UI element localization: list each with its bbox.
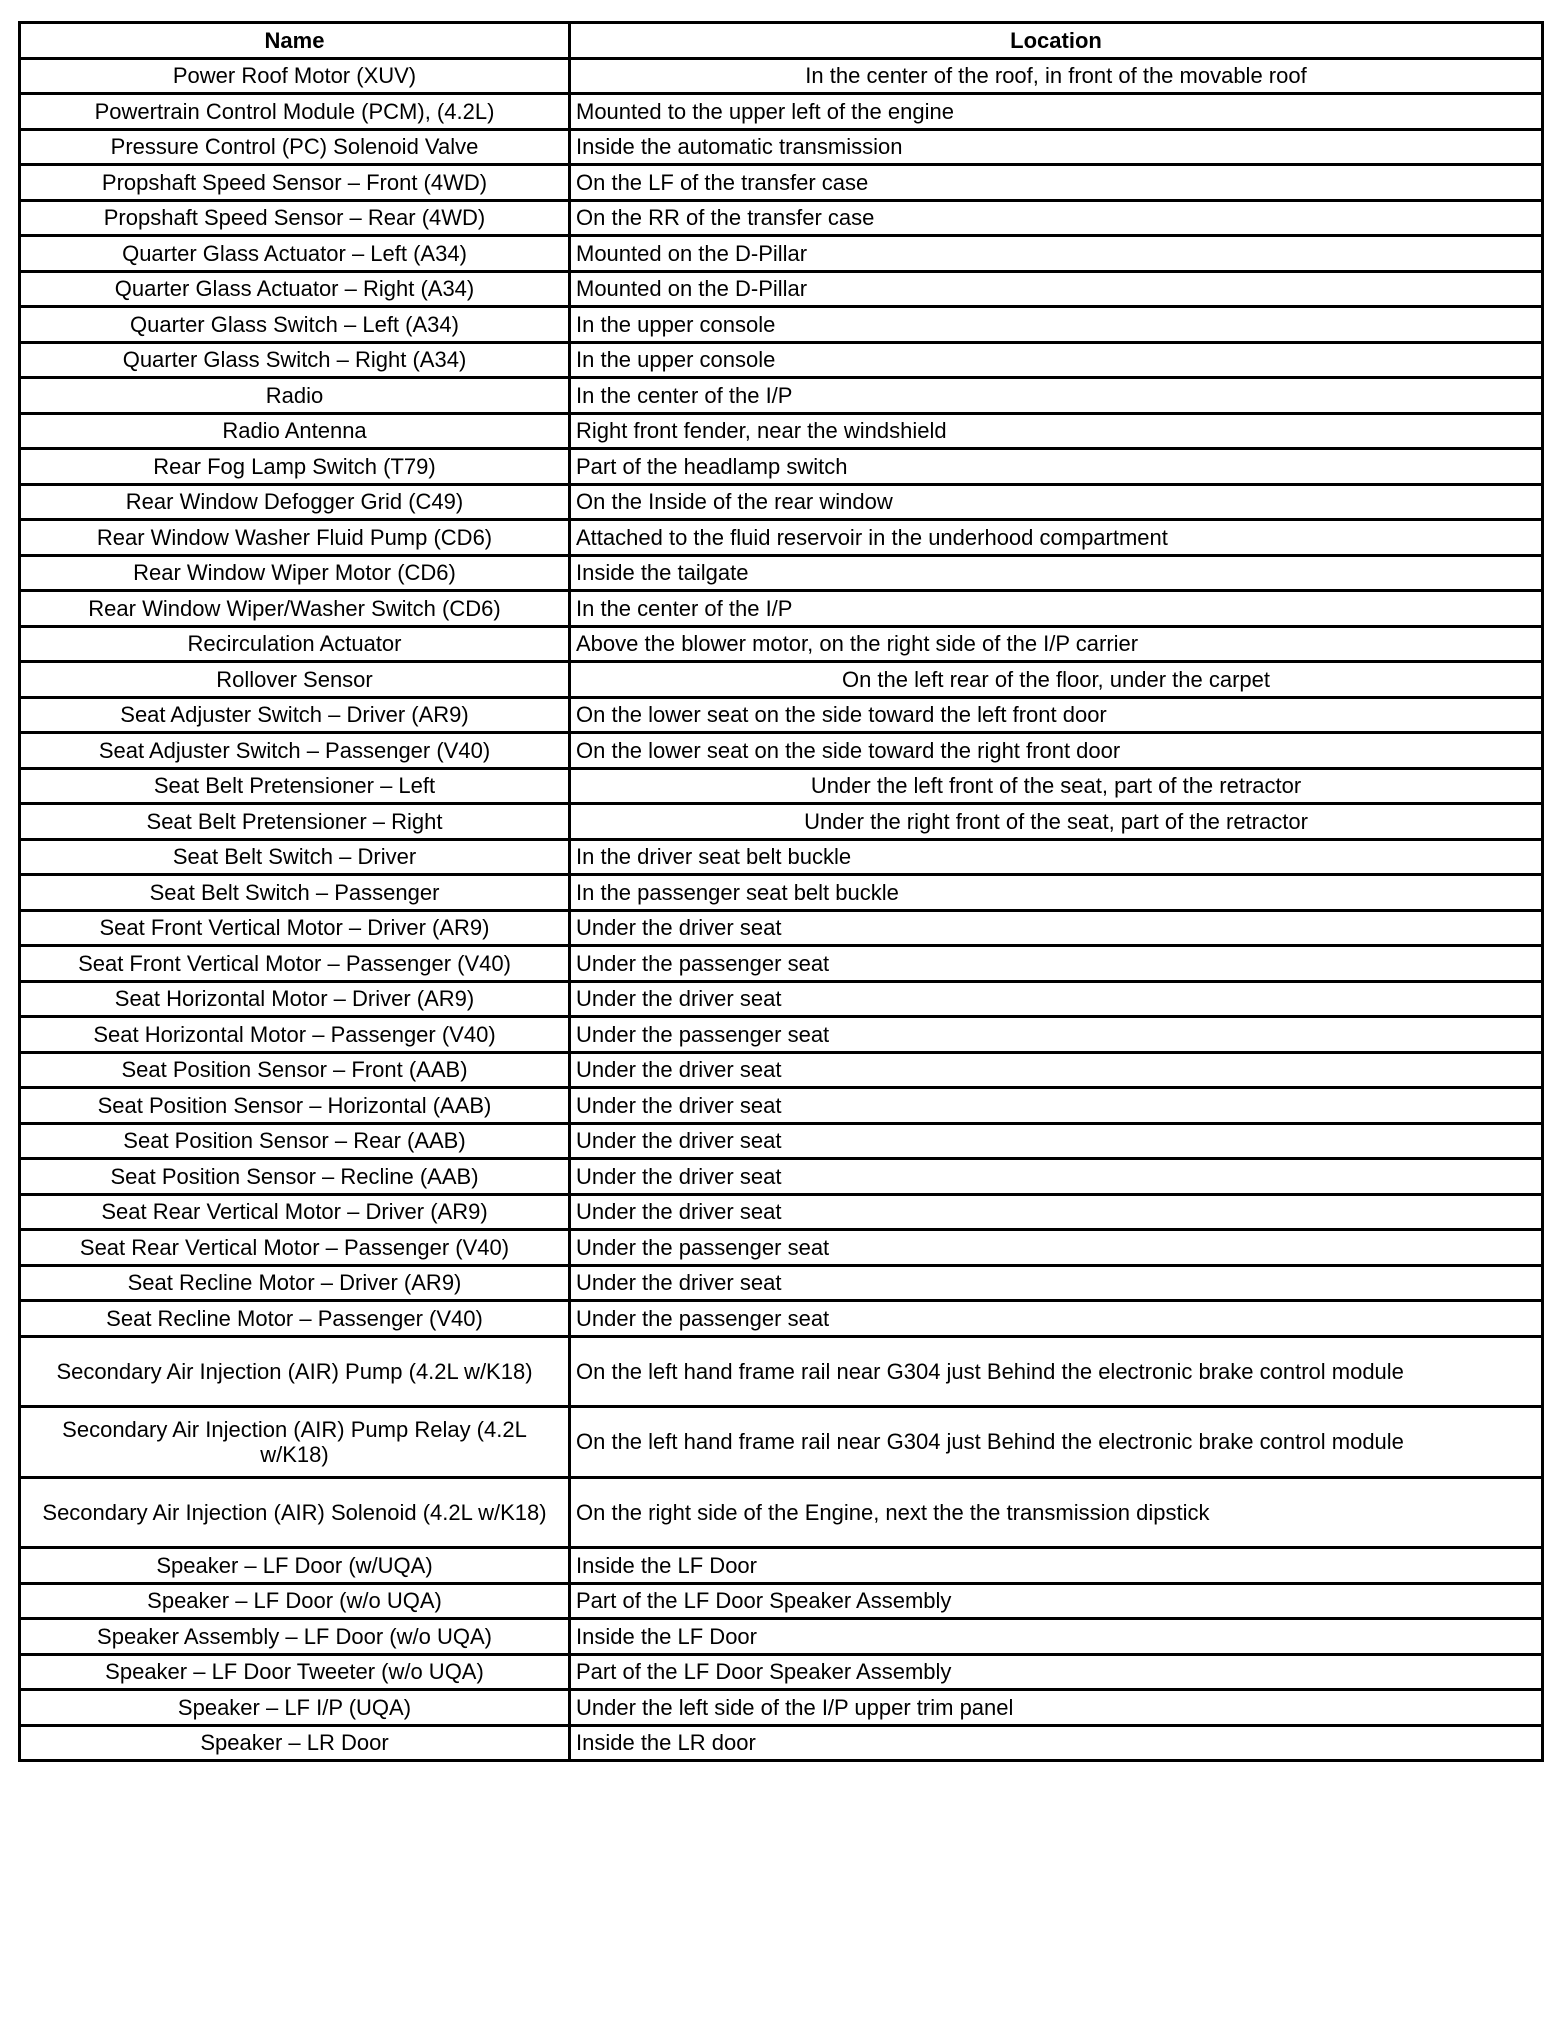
component-location-cell: On the LF of the transfer case <box>570 165 1543 201</box>
component-name-cell: Seat Front Vertical Motor – Passenger (V40) <box>20 946 570 982</box>
component-name-cell: Seat Horizontal Motor – Passenger (V40) <box>20 1017 570 1053</box>
table-row <box>20 1654 1543 1690</box>
component-location-cell: On the Inside of the rear window <box>570 484 1543 520</box>
component-location-cell: Part of the LF Door Speaker Assembly <box>570 1654 1543 1690</box>
table-row <box>20 1230 1543 1266</box>
component-name-cell: Seat Position Sensor – Recline (AAB) <box>20 1159 570 1195</box>
component-location-cell: On the right side of the Engine, next the the transmission dipstick <box>570 1477 1543 1548</box>
table-row <box>20 839 1543 875</box>
component-name-cell: Rear Window Defogger Grid (C49) <box>20 484 570 520</box>
component-name-cell: Seat Rear Vertical Motor – Passenger (V40) <box>20 1230 570 1266</box>
table-row <box>20 1407 1543 1478</box>
component-name-cell: Seat Position Sensor – Front (AAB) <box>20 1052 570 1088</box>
component-name-cell: Secondary Air Injection (AIR) Pump (4.2L w/K18) <box>20 1336 570 1407</box>
component-location-cell: Under the driver seat <box>570 910 1543 946</box>
table-row <box>20 342 1543 378</box>
component-location-cell: Under the left side of the I/P upper trim panel <box>570 1690 1543 1726</box>
component-name-cell: Seat Position Sensor – Rear (AAB) <box>20 1123 570 1159</box>
table-row <box>20 555 1543 591</box>
component-name-cell: Seat Recline Motor – Passenger (V40) <box>20 1301 570 1337</box>
component-location-cell: On the lower seat on the side toward the right front door <box>570 733 1543 769</box>
table-row <box>20 768 1543 804</box>
table-row <box>20 1548 1543 1584</box>
table-row <box>20 1052 1543 1088</box>
table-body <box>20 58 1543 1761</box>
table-row <box>20 697 1543 733</box>
header-row <box>20 23 1543 59</box>
table-row <box>20 94 1543 130</box>
table-row <box>20 58 1543 94</box>
component-location-cell: Mounted to the upper left of the engine <box>570 94 1543 130</box>
table-row <box>20 1690 1543 1726</box>
component-location-cell: Inside the automatic transmission <box>570 129 1543 165</box>
component-location-cell: Under the driver seat <box>570 981 1543 1017</box>
component-location-cell: Under the driver seat <box>570 1265 1543 1301</box>
component-name-cell: Speaker Assembly – LF Door (w/o UQA) <box>20 1619 570 1655</box>
component-name-cell: Speaker – LF Door Tweeter (w/o UQA) <box>20 1654 570 1690</box>
component-name-cell: Seat Rear Vertical Motor – Driver (AR9) <box>20 1194 570 1230</box>
table-row <box>20 591 1543 627</box>
component-name-cell: Quarter Glass Switch – Right (A34) <box>20 342 570 378</box>
component-location-cell: Part of the LF Door Speaker Assembly <box>570 1583 1543 1619</box>
component-location-cell: Under the driver seat <box>570 1088 1543 1124</box>
component-name-cell: Seat Belt Switch – Driver <box>20 839 570 875</box>
component-location-cell: Under the left front of the seat, part of the retractor <box>570 768 1543 804</box>
component-location-cell: In the upper console <box>570 342 1543 378</box>
component-location-cell: Under the passenger seat <box>570 946 1543 982</box>
component-location-cell: Inside the LR door <box>570 1725 1543 1761</box>
table-row <box>20 449 1543 485</box>
table-row <box>20 165 1543 201</box>
table-row <box>20 1088 1543 1124</box>
component-location-cell: On the RR of the transfer case <box>570 200 1543 236</box>
component-location-cell: Under the passenger seat <box>570 1230 1543 1266</box>
table-row <box>20 484 1543 520</box>
table-row <box>20 1017 1543 1053</box>
table-row <box>20 1477 1543 1548</box>
component-location-cell: On the left hand frame rail near G304 just Behind the electronic brake control module <box>570 1336 1543 1407</box>
component-name-cell: Speaker – LR Door <box>20 1725 570 1761</box>
component-name-cell: Speaker – LF I/P (UQA) <box>20 1690 570 1726</box>
component-name-cell: Rear Window Washer Fluid Pump (CD6) <box>20 520 570 556</box>
component-location-cell: Under the driver seat <box>570 1123 1543 1159</box>
component-location-cell: On the left hand frame rail near G304 just Behind the electronic brake control module <box>570 1407 1543 1478</box>
component-name-cell: Seat Recline Motor – Driver (AR9) <box>20 1265 570 1301</box>
table-row <box>20 733 1543 769</box>
component-name-cell: Propshaft Speed Sensor – Front (4WD) <box>20 165 570 201</box>
table-row <box>20 946 1543 982</box>
table-row <box>20 413 1543 449</box>
component-name-cell: Quarter Glass Actuator – Right (A34) <box>20 271 570 307</box>
table-row <box>20 129 1543 165</box>
component-location-cell: In the upper console <box>570 307 1543 343</box>
component-name-cell: Seat Front Vertical Motor – Driver (AR9) <box>20 910 570 946</box>
table-row <box>20 378 1543 414</box>
component-location-cell: Inside the LF Door <box>570 1619 1543 1655</box>
component-location-cell: Under the driver seat <box>570 1194 1543 1230</box>
name-column-header: Name <box>20 23 570 59</box>
component-name-cell: Quarter Glass Switch – Left (A34) <box>20 307 570 343</box>
component-name-cell: Radio <box>20 378 570 414</box>
table-row <box>20 1619 1543 1655</box>
component-location-cell: In the driver seat belt buckle <box>570 839 1543 875</box>
component-name-cell: Seat Horizontal Motor – Driver (AR9) <box>20 981 570 1017</box>
component-location-cell: In the center of the I/P <box>570 591 1543 627</box>
table-row <box>20 875 1543 911</box>
component-location-table <box>18 21 1544 1762</box>
table-row <box>20 1301 1543 1337</box>
component-name-cell: Propshaft Speed Sensor – Rear (4WD) <box>20 200 570 236</box>
component-location-cell: On the left rear of the floor, under the carpet <box>570 662 1543 698</box>
component-name-cell: Pressure Control (PC) Solenoid Valve <box>20 129 570 165</box>
component-name-cell: Seat Adjuster Switch – Driver (AR9) <box>20 697 570 733</box>
table-row <box>20 1336 1543 1407</box>
component-name-cell: Speaker – LF Door (w/UQA) <box>20 1548 570 1584</box>
table-row <box>20 626 1543 662</box>
component-name-cell: Power Roof Motor (XUV) <box>20 58 570 94</box>
table-row <box>20 200 1543 236</box>
component-location-cell: Right front fender, near the windshield <box>570 413 1543 449</box>
table-row <box>20 307 1543 343</box>
component-location-cell: Under the passenger seat <box>570 1017 1543 1053</box>
component-name-cell: Rear Fog Lamp Switch (T79) <box>20 449 570 485</box>
component-name-cell: Rear Window Wiper Motor (CD6) <box>20 555 570 591</box>
component-name-cell: Seat Belt Pretensioner – Right <box>20 804 570 840</box>
component-name-cell: Seat Belt Pretensioner – Left <box>20 768 570 804</box>
location-column-header: Location <box>570 23 1543 59</box>
component-name-cell: Quarter Glass Actuator – Left (A34) <box>20 236 570 272</box>
component-location-cell: Inside the LF Door <box>570 1548 1543 1584</box>
component-location-cell: Attached to the fluid reservoir in the underhood compartment <box>570 520 1543 556</box>
component-location-cell: Under the driver seat <box>570 1052 1543 1088</box>
component-name-cell: Powertrain Control Module (PCM), (4.2L) <box>20 94 570 130</box>
table-row <box>20 662 1543 698</box>
component-location-cell: Inside the tailgate <box>570 555 1543 591</box>
component-location-cell: In the center of the roof, in front of the movable roof <box>570 58 1543 94</box>
component-name-cell: Recirculation Actuator <box>20 626 570 662</box>
table-row <box>20 1583 1543 1619</box>
component-name-cell: Seat Adjuster Switch – Passenger (V40) <box>20 733 570 769</box>
table-row <box>20 236 1543 272</box>
component-location-cell: Under the passenger seat <box>570 1301 1543 1337</box>
component-location-cell: Mounted on the D-Pillar <box>570 236 1543 272</box>
component-name-cell: Radio Antenna <box>20 413 570 449</box>
table-row <box>20 271 1543 307</box>
component-name-cell: Seat Position Sensor – Horizontal (AAB) <box>20 1088 570 1124</box>
table-row <box>20 981 1543 1017</box>
table-row <box>20 1725 1543 1761</box>
component-name-cell: Speaker – LF Door (w/o UQA) <box>20 1583 570 1619</box>
table-row <box>20 1265 1543 1301</box>
table-row <box>20 1159 1543 1195</box>
component-location-cell: Mounted on the D-Pillar <box>570 271 1543 307</box>
component-name-cell: Rollover Sensor <box>20 662 570 698</box>
component-location-cell: Under the right front of the seat, part of the retractor <box>570 804 1543 840</box>
component-name-cell: Rear Window Wiper/Washer Switch (CD6) <box>20 591 570 627</box>
component-location-cell: Part of the headlamp switch <box>570 449 1543 485</box>
component-name-cell: Seat Belt Switch – Passenger <box>20 875 570 911</box>
table-row <box>20 910 1543 946</box>
table-row <box>20 804 1543 840</box>
component-location-cell: In the passenger seat belt buckle <box>570 875 1543 911</box>
component-location-cell: Above the blower motor, on the right side of the I/P carrier <box>570 626 1543 662</box>
component-name-cell: Secondary Air Injection (AIR) Pump Relay (4.2L w/K18) <box>20 1407 570 1478</box>
component-location-cell: On the lower seat on the side toward the left front door <box>570 697 1543 733</box>
component-location-cell: In the center of the I/P <box>570 378 1543 414</box>
component-location-cell: Under the driver seat <box>570 1159 1543 1195</box>
table-row <box>20 1194 1543 1230</box>
component-name-cell: Secondary Air Injection (AIR) Solenoid (4.2L w/K18) <box>20 1477 570 1548</box>
table-row <box>20 520 1543 556</box>
table-row <box>20 1123 1543 1159</box>
